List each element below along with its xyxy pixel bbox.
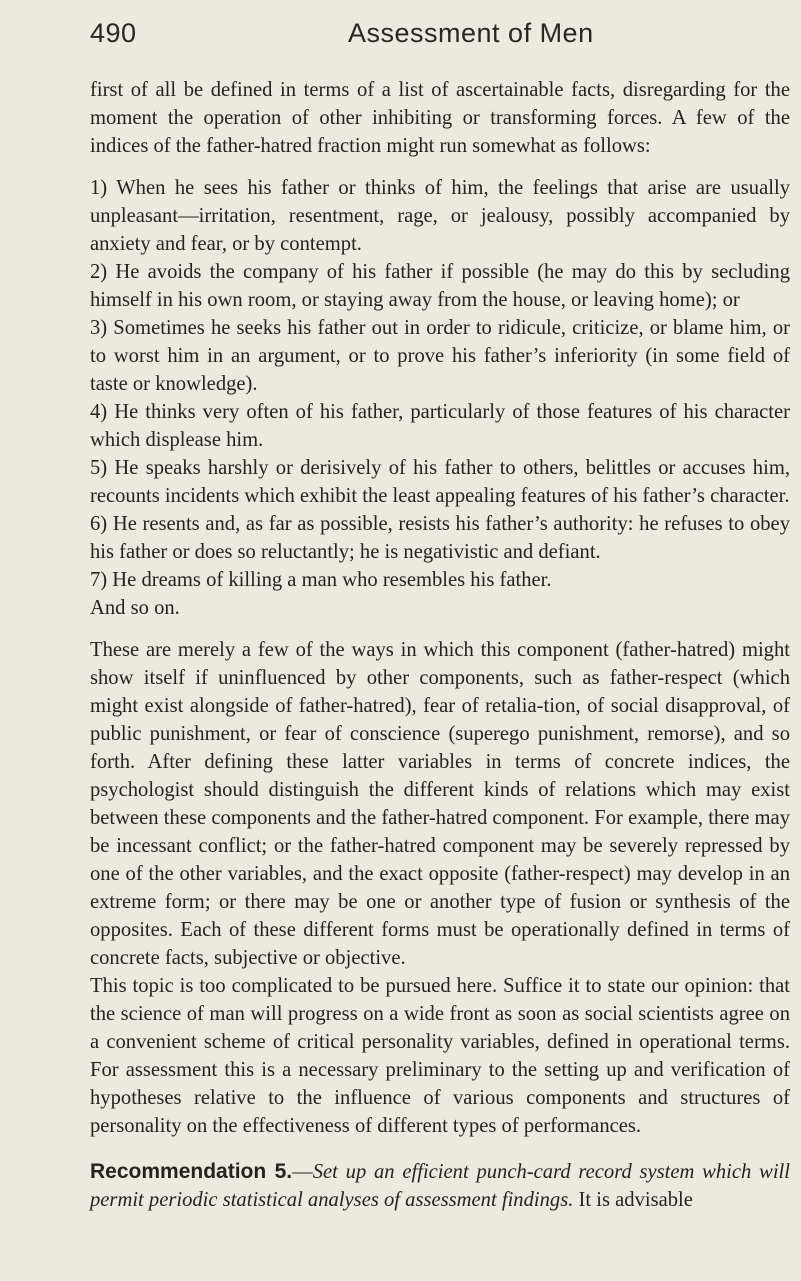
recommendation-paragraph bbox=[90, 1158, 790, 1214]
running-head bbox=[90, 18, 790, 58]
intro-paragraph: first of all be defined in terms of a list of ascertainable facts, disregarding for the moment the operation of other inhibiting or transforming forces. A few of the indices of the father-hatred fraction might run somewhat as follows: bbox=[90, 79, 790, 157]
list-item-6: 6) He resents and, as far as possible, resists his father’s authority: he refuses to obey his father or does so reluctantly; he is negativistic and defiant. bbox=[90, 513, 790, 563]
list-item-2: 2) He avoids the company of his father if possible (he may do this by secluding himself in his own room, or staying away from the house, or leaving home); or bbox=[90, 261, 790, 311]
recommendation-statement: Set up an efficient punch-card record system which will permit periodic statistical analyses of assessment findings. bbox=[90, 1161, 790, 1211]
recommendation-label: Recommendation 5. bbox=[90, 1160, 293, 1183]
recommendation-dash: — bbox=[292, 1161, 313, 1183]
recommendation-continuation: It is advisable bbox=[573, 1189, 693, 1211]
list-item-7: 7) He dreams of killing a man who resembles his father. bbox=[90, 569, 552, 591]
list-item-1: 1) When he sees his father or thinks of him, the feelings that arise are usually unpleasant—irritation, resentment, rage, or jealousy, possibly accompanied by anxiety and fear, or by contempt. bbox=[90, 177, 790, 255]
list-item-5: 5) He speaks harshly or derisively of his father to others, belittles or accuses him, recounts incidents which exhibit the least appealing features of his father’s character. bbox=[90, 457, 790, 507]
paragraph-topic: This topic is too complicated to be pursued here. Suffice it to state our opinion: that the science of man will progress on a wide front as soon as social scientists agree on a convenient scheme of critical personality variables, defined in operational terms. For assessment this is a necessary preliminary to the setting up and verification of hypotheses relative to the influence of various components and structures of personality on the effectiveness of different types of performances. bbox=[90, 975, 790, 1137]
running-title: Assessment of Men bbox=[348, 18, 594, 48]
list-item-4: 4) He thinks very often of his father, particularly of those features of his character which displease him. bbox=[90, 401, 790, 451]
page-number: 490 bbox=[90, 18, 137, 48]
paragraph-components: These are merely a few of the ways in which this component (father-hatred) might show itself if uninfluenced by other components, such as father-respect (which might exist alongside of father-hatred), fear of retalia-tion, of social disapproval, of public punishment, or fear of conscience (superego punishment, remorse), and so forth. After defining these latter variables in terms of concrete indices, the psychologist should distinguish the different kinds of relations which may exist between these components and the father-hatred component. For example, there may be incessant conflict; or the father-hatred component may be severely repressed by one of the other variables, and the exact opposite (father-respect) may develop in an extreme form; or there may be one or another type of fusion or synthesis of the opposites. Each of these different forms must be operationally defined in terms of concrete facts, subjective or objective. bbox=[90, 639, 790, 969]
list-item-and-so-on: And so on. bbox=[90, 597, 180, 619]
body-text bbox=[90, 76, 790, 1214]
list-item-3: 3) Sometimes he seeks his father out in order to ridicule, criticize, or blame him, or to worst him in an argument, or to prove his father’s inferiority (in some field of taste or knowledge). bbox=[90, 317, 790, 395]
